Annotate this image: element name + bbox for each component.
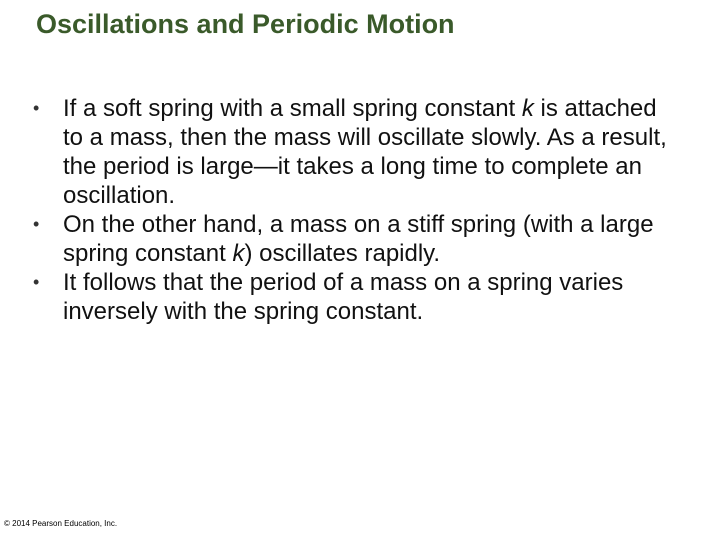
spring-constant-symbol: k bbox=[232, 240, 245, 267]
bullet-text-run: If a soft spring with a small spring constant bbox=[63, 95, 522, 122]
bullet-marker: • bbox=[33, 272, 40, 292]
bullet-marker: • bbox=[33, 214, 40, 234]
bullet-text bbox=[63, 95, 667, 209]
bullet-item bbox=[33, 210, 673, 268]
bullet-item bbox=[33, 94, 673, 210]
bullet-text-run: On the other hand, a mass on a stiff spring (with a large spring constant bbox=[63, 211, 654, 267]
bullet-item bbox=[33, 268, 673, 326]
bullet-text-run: It follows that the period of a mass on a spring varies inversely with the spring constant. bbox=[63, 269, 624, 325]
bullet-text-run: is attached to a mass, then the mass will oscillate slowly. As a result, the period is large—it takes a long time to complete an oscillation. bbox=[63, 95, 667, 209]
bullet-list bbox=[33, 94, 673, 326]
bullet-text bbox=[63, 211, 654, 267]
slide-title: Oscillations and Periodic Motion bbox=[36, 9, 455, 39]
bullet-marker: • bbox=[33, 98, 40, 118]
copyright-notice: © 2014 Pearson Education, Inc. bbox=[4, 519, 118, 528]
bullet-text bbox=[63, 269, 623, 325]
bullet-text-run: ) oscillates rapidly. bbox=[244, 240, 441, 267]
spring-constant-symbol: k bbox=[521, 95, 534, 122]
